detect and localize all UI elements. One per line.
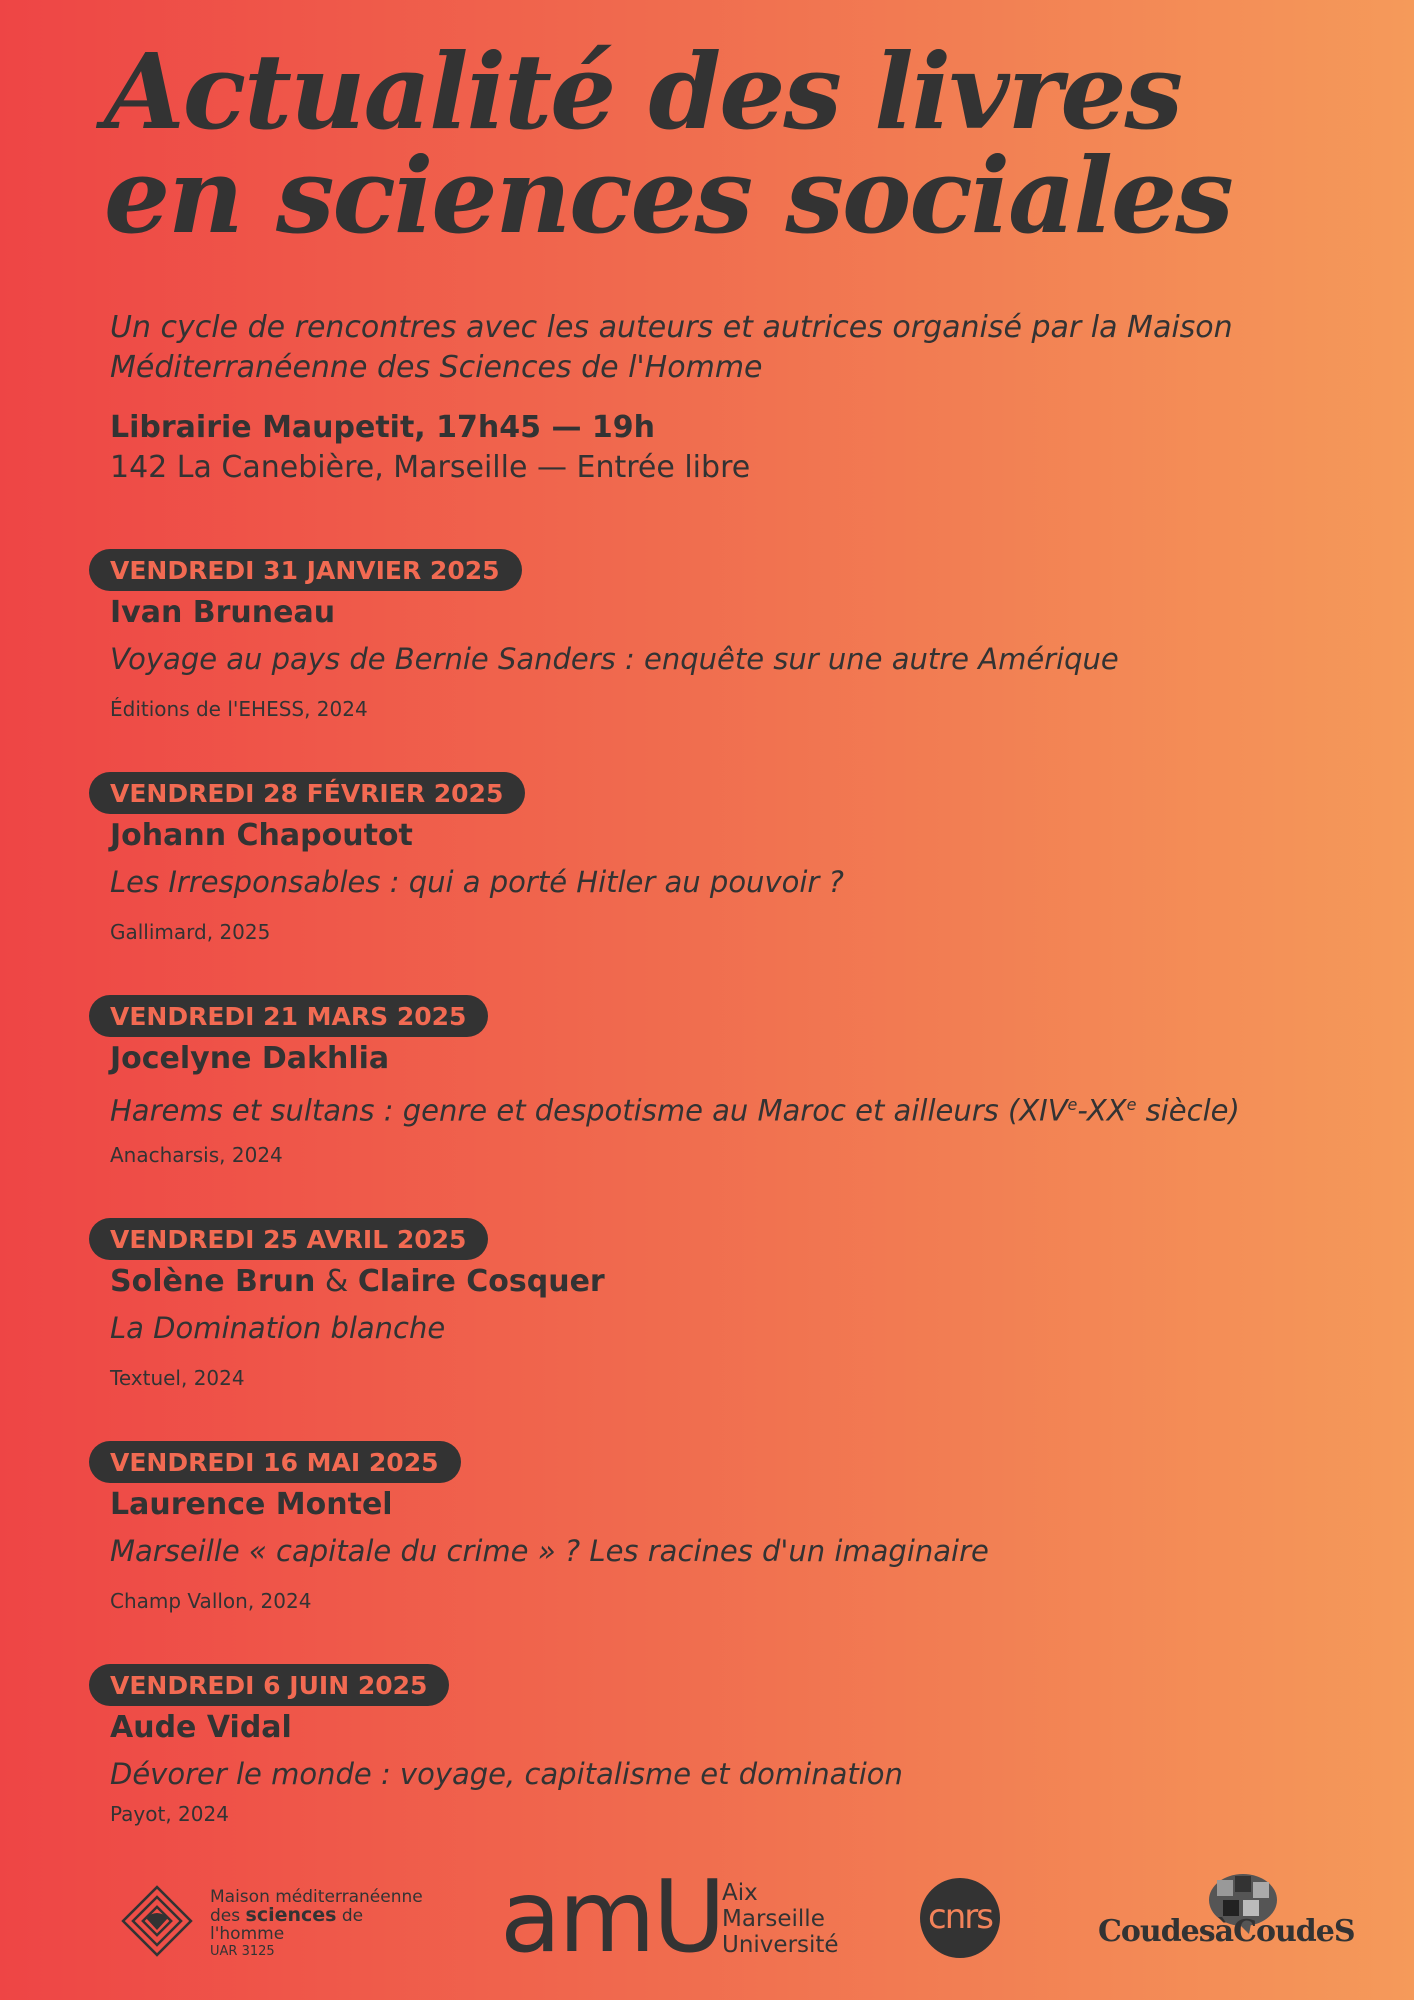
event-date-badge: VENDREDI 31 JANVIER 2025 — [89, 549, 522, 591]
event-publisher: Champ Vallon, 2024 — [110, 1589, 312, 1613]
event-date-badge: VENDREDI 21 MARS 2025 — [89, 995, 488, 1037]
event-publisher: Gallimard, 2025 — [110, 920, 271, 944]
event-book-title: Marseille « capitale du crime » ? Les racines d'un imaginaire — [110, 1534, 989, 1568]
event-speaker: Aude Vidal — [110, 1710, 292, 1745]
venue-block — [110, 408, 1290, 488]
event-book-title: Harems et sultans : genre et despotisme au Maroc et ailleurs (XIVe-XXe siècle) — [110, 1093, 1240, 1128]
event-date-badge: VENDREDI 25 AVRIL 2025 — [89, 1218, 488, 1260]
event-book-title: Les Irresponsables : qui a porté Hitler au pouvoir ? — [110, 865, 844, 899]
event-speaker: Ivan Bruneau — [110, 595, 336, 630]
event-speaker: Solène Brun & Claire Cosquer — [110, 1264, 605, 1299]
cnrs-logo: cnrs — [920, 1878, 1000, 1958]
event-speaker: Jocelyne Dakhlia — [110, 1041, 390, 1076]
event-book-title: Voyage au pays de Bernie Sanders : enquête sur une autre Amérique — [110, 642, 1119, 676]
mmsh-logo — [116, 1880, 436, 1960]
footer-logos — [0, 1858, 1414, 1980]
event-date-badge: VENDREDI 16 MAI 2025 — [89, 1441, 461, 1483]
venue-address: 142 La Canebière, Marseille — Entrée libre — [110, 450, 751, 485]
event-publisher: Anacharsis, 2024 — [110, 1143, 283, 1167]
amu-mark: amU — [500, 1858, 723, 1975]
venue-name: Librairie Maupetit, 17h45 — 19h — [110, 410, 655, 445]
amu-text: Aix Marseille Université — [722, 1880, 839, 1958]
coudes-a-coudes-text: CoudesàCoudeS — [1098, 1914, 1355, 1949]
event-publisher: Payot, 2024 — [110, 1802, 229, 1826]
mmsh-emblem-icon — [116, 1880, 198, 1962]
event-book-title: La Domination blanche — [110, 1311, 446, 1345]
amu-logo — [500, 1858, 860, 1975]
event-speaker: Laurence Montel — [110, 1487, 393, 1522]
mmsh-logo-text: Maison méditerranéenne des sciences de l'homme UAR 3125 — [210, 1887, 423, 1959]
event-book-title: Dévorer le monde : voyage, capitalisme et domination — [110, 1757, 903, 1791]
event-publisher: Textuel, 2024 — [110, 1366, 245, 1390]
page-subtitle: Un cycle de rencontres avec les auteurs et autrices organisé par la Maison Méditerranéenne des Sciences de l'Homme — [110, 310, 1233, 385]
event-speaker: Johann Chapoutot — [110, 818, 413, 853]
event-date-badge: VENDREDI 28 FÉVRIER 2025 — [89, 772, 525, 814]
page-title: Actualité des livres en sciences sociales — [104, 30, 1232, 257]
event-date-badge: VENDREDI 6 JUIN 2025 — [89, 1664, 449, 1706]
coudes-a-coudes-logo — [1098, 1870, 1355, 1970]
event-publisher: Éditions de l'EHESS, 2024 — [110, 697, 368, 721]
